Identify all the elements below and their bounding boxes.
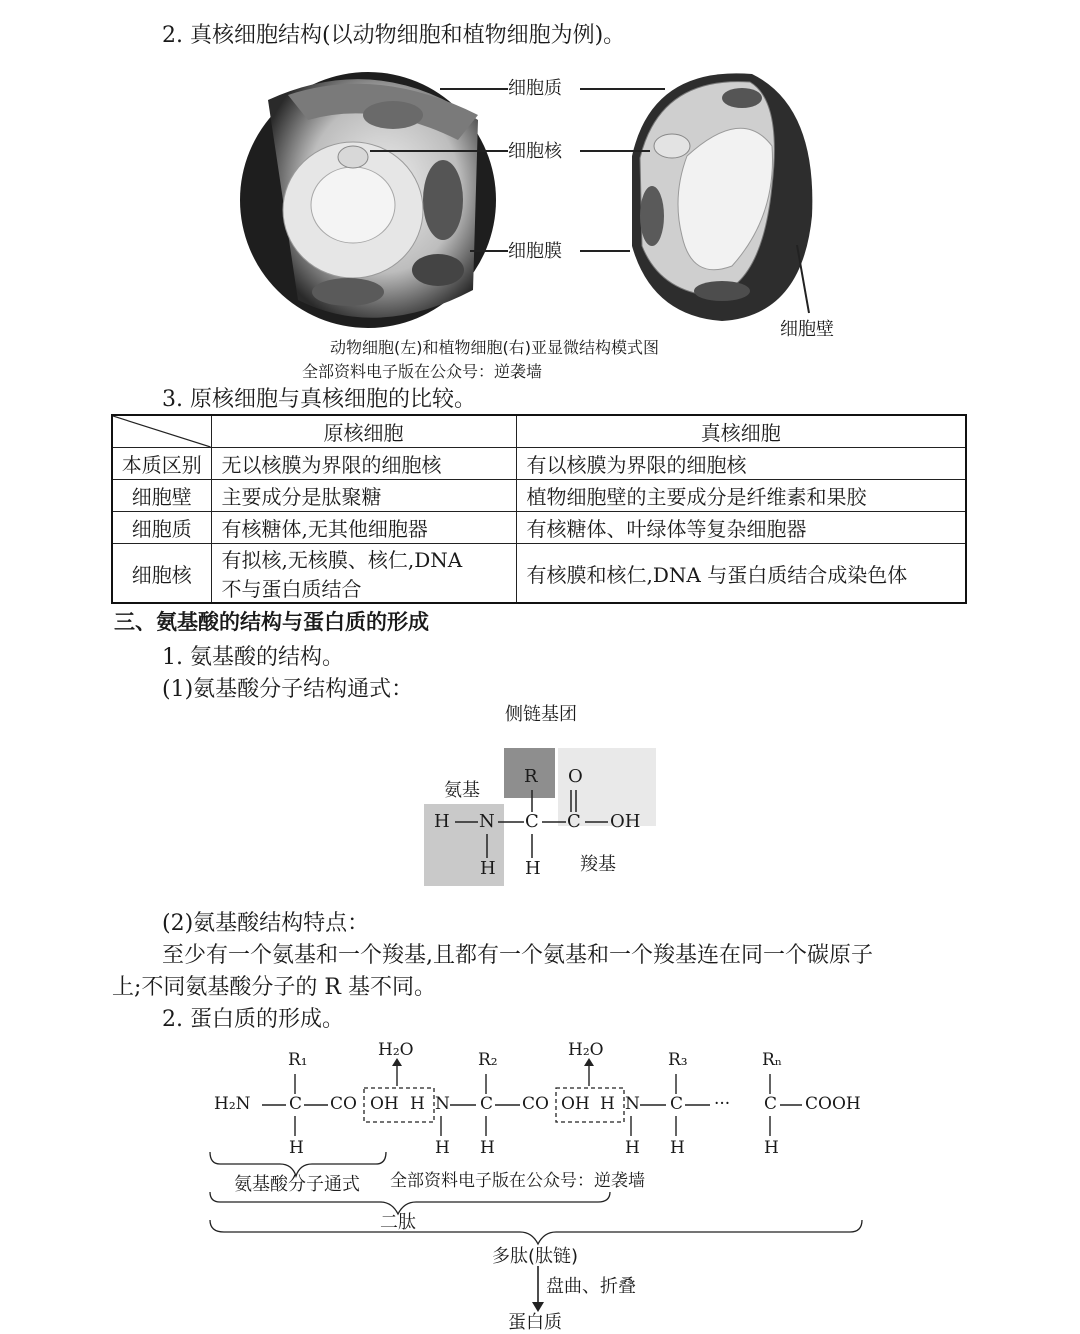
co-2: CO [522,1094,549,1114]
feature-line-2: 上;不同氨基酸分子的 R 基不同。 [112,975,436,1000]
row-label: 细胞核 [112,544,211,604]
side-chain-label: 侧链基团 [505,704,577,725]
table-header-row [112,415,966,448]
peptide-diagram [200,1036,880,1332]
nucleus-leader-right [580,150,650,152]
c-2: C [480,1094,494,1114]
n-2: N [625,1094,640,1114]
formula-r: R [524,766,538,787]
table-row [112,480,966,512]
co-1: CO [330,1094,357,1114]
formula-oh: OH [610,811,641,832]
formula-o: O [568,766,583,787]
animal-cell-illustration [228,60,508,335]
row-label: 本质区别 [112,448,211,480]
section3-heading: 3. 原核细胞与真核细胞的比较。 [162,387,476,412]
part3-heading: 三、氨基酸的结构与蛋白质的形成 [114,610,429,634]
eukaryote-cell: 有以核膜为界限的细胞核 [516,448,966,480]
formula-n: N [479,811,495,832]
label-nucleus: 细胞核 [508,141,562,162]
h-n-1: H [410,1094,425,1114]
sub2-heading: 2. 蛋白质的形成。 [162,1007,344,1032]
polypeptide-label: 多肽(肽链) [492,1246,579,1267]
comparison-table [111,414,967,604]
membrane-leader-right [580,250,630,252]
sub1-2-heading: (2)氨基酸结构特点： [162,911,370,936]
c-3: C [670,1094,684,1114]
r3-label: R₃ [668,1050,688,1070]
carboxyl-label: 羧基 [580,854,616,875]
prokaryote-cell-line2: 不与蛋白质结合 [221,577,362,601]
feature-line-1: 至少有一个氨基和一个羧基,且都有一个氨基和一个羧基连在同一个碳原子 [162,943,873,968]
section2-heading: 2. 真核细胞结构(以动物细胞和植物细胞为例)。 [162,23,626,48]
prokaryote-cell: 无以核膜为界限的细胞核 [211,448,516,480]
header-prokaryote: 原核细胞 [211,415,516,448]
h-n-2: H [600,1094,615,1114]
n-1: N [435,1094,450,1114]
prokaryote-cell: 主要成分是肽聚糖 [211,480,516,512]
cytoplasm-leader-left [440,88,508,90]
row-label: 细胞壁 [112,480,211,512]
watermark-2: 全部资料电子版在公众号：逆袭墙 [390,1171,645,1191]
sub1-1-heading: (1)氨基酸分子结构通式： [162,677,414,702]
table-corner-cell [112,415,211,448]
r1-label: R₁ [288,1050,308,1070]
label-membrane: 细胞膜 [508,241,562,262]
formula-c-carboxyl: C [567,811,581,832]
sub1-heading: 1. 氨基酸的结构。 [162,645,344,670]
amino-formula-label: 氨基酸分子通式 [234,1174,360,1195]
oh-2: OH [561,1094,590,1114]
h-bottom-6: H [764,1138,779,1158]
prokaryote-cell: 有核糖体,无其他细胞器 [211,512,516,544]
prokaryote-cell [211,544,516,604]
label-cell-wall: 细胞壁 [780,319,834,340]
h-bottom-5: H [670,1138,685,1158]
r2-label: R₂ [478,1050,498,1070]
h-bottom-3: H [480,1138,495,1158]
h2n-label: H₂N [214,1094,251,1114]
amino-label: 氨基 [444,780,480,801]
plant-cell-illustration [612,66,817,326]
header-eukaryote: 真核细胞 [516,415,966,448]
h2o-label-2: H₂O [568,1040,604,1060]
dipeptide-label: 二肽 [380,1212,416,1233]
formula-h-c: H [525,858,541,879]
table-row [112,544,966,604]
table-row [112,448,966,480]
protein-label: 蛋白质 [508,1312,562,1333]
watermark-1: 全部资料电子版在公众号：逆袭墙 [302,362,543,381]
cytoplasm-leader-right [580,88,665,90]
h-bottom-4: H [625,1138,640,1158]
folding-label: 盘曲、折叠 [546,1276,636,1297]
h-bottom-1: H [289,1138,304,1158]
row-label: 细胞质 [112,512,211,544]
formula-h-n: H [480,858,496,879]
cooh-label: COOH [805,1094,861,1114]
membrane-leader-left [470,250,508,252]
formula-c-alpha: C [525,811,539,832]
eukaryote-cell: 有核膜和核仁,DNA 与蛋白质结合成染色体 [516,544,966,604]
figure-caption: 动物细胞(左)和植物细胞(右)亚显微结构模式图 [330,338,659,357]
h2o-label-1: H₂O [378,1040,414,1060]
prokaryote-cell-line1: 有拟核,无核膜、核仁,DNA [221,548,463,572]
h-bottom-2: H [435,1138,450,1158]
table-row [112,512,966,544]
eukaryote-cell: 有核糖体、叶绿体等复杂细胞器 [516,512,966,544]
amino-acid-formula [420,700,660,890]
label-cytoplasm: 细胞质 [508,78,562,99]
cell-wall-leader [795,245,815,315]
rn-label: Rₙ [762,1050,783,1070]
nucleus-leader-left [370,150,508,152]
c-1: C [289,1094,303,1114]
ellipsis: ··· [714,1094,731,1114]
formula-h-left: H [434,811,450,832]
oh-1: OH [370,1094,399,1114]
eukaryote-cell: 植物细胞壁的主要成分是纤维素和果胶 [516,480,966,512]
c-n: C [764,1094,778,1114]
